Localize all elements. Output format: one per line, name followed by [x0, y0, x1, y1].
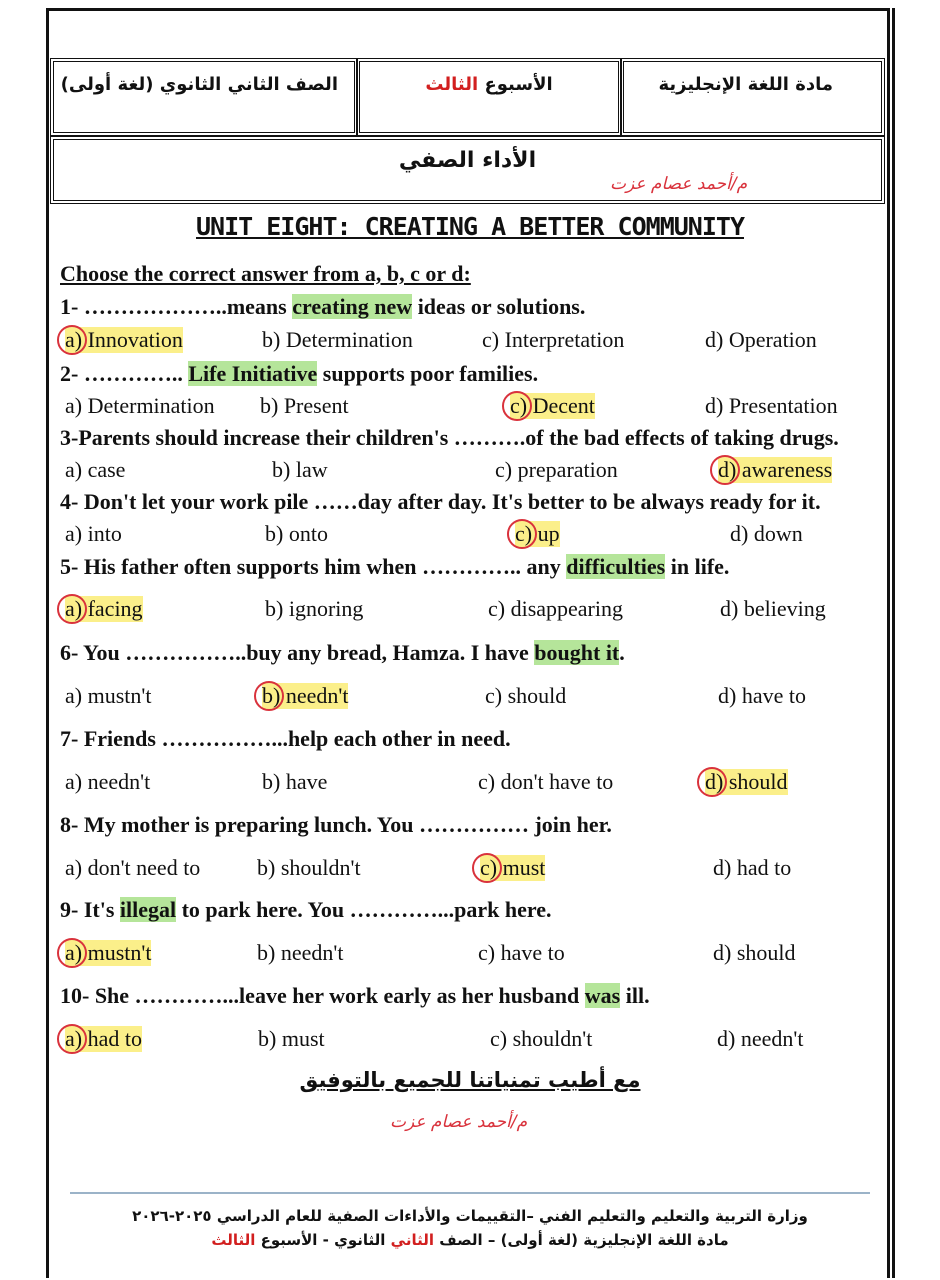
selected-answer-option[interactable]: d) awareness: [718, 457, 833, 482]
question-text: 9- It's: [60, 897, 120, 922]
keyword-highlight: difficulties: [566, 554, 666, 579]
keyword-highlight: creating new: [292, 294, 413, 319]
question-text: 4- Don't let your work pile ……day after day. It's better to be always ready for it.: [60, 489, 821, 514]
answer-option[interactable]: c) disappearing: [488, 596, 623, 621]
answer-option[interactable]: b) shouldn't: [257, 855, 361, 880]
header-week-cell: [356, 58, 622, 136]
teacher-signature-bottom: م/أحمد عصام عزت: [390, 1112, 528, 1132]
answer-option[interactable]: a) into: [65, 521, 122, 546]
answer-option[interactable]: b) ignoring: [265, 596, 364, 621]
keyword-highlight: was: [584, 983, 621, 1008]
question-text: 2- …………..: [60, 361, 189, 386]
footer-week: الثالث: [211, 1231, 256, 1249]
grade-label: الصف الثاني الثانوي (لغة أولى): [60, 74, 338, 95]
unit-title: UNIT EIGHT: CREATING A BETTER COMMUNITY: [196, 212, 744, 241]
week-label: الأسبوع: [484, 74, 553, 95]
answer-option[interactable]: b) must: [258, 1026, 325, 1051]
answer-option[interactable]: c) have to: [478, 940, 565, 965]
question-text: to park here. You …………...park here.: [176, 897, 552, 922]
keyword-highlight: illegal: [119, 897, 177, 922]
performance-label: الأداء الصفي: [398, 148, 537, 173]
answer-option[interactable]: d) believing: [720, 596, 826, 621]
answer-option[interactable]: a) mustn't: [65, 683, 152, 708]
question-text: in life.: [665, 554, 730, 579]
selected-answer-option[interactable]: a) facing: [65, 596, 143, 621]
week-value: الثالث: [425, 74, 479, 95]
answer-option[interactable]: d) Presentation: [705, 393, 838, 418]
answer-option[interactable]: c) don't have to: [478, 769, 614, 794]
answer-option[interactable]: b) onto: [265, 521, 328, 546]
instruction: Choose the correct answer from a, b, c or d:: [60, 261, 471, 286]
subject-label: مادة اللغة الإنجليزية: [658, 74, 833, 95]
answer-option[interactable]: d) should: [713, 940, 796, 965]
answer-option[interactable]: d) needn't: [717, 1026, 804, 1051]
answer-option[interactable]: a) needn't: [65, 769, 151, 794]
footer-grade: الثاني: [390, 1231, 434, 1249]
answer-option[interactable]: a) Determination: [65, 393, 215, 418]
teacher-signature-top: م/أحمد عصام عزت: [610, 174, 748, 194]
answer-option[interactable]: b) law: [272, 457, 328, 482]
question-9: [60, 897, 552, 923]
selected-answer-option[interactable]: c) Decent: [510, 393, 595, 418]
selected-answer-option[interactable]: a) had to: [65, 1026, 142, 1051]
question-text: supports poor families.: [317, 361, 539, 386]
answer-option[interactable]: c) shouldn't: [490, 1026, 593, 1051]
question-8: [60, 812, 612, 838]
answer-option[interactable]: d) have to: [718, 683, 806, 708]
answer-option[interactable]: d) had to: [713, 855, 792, 880]
answer-option[interactable]: d) Operation: [705, 327, 817, 352]
answer-option[interactable]: c) should: [485, 683, 567, 708]
answer-option[interactable]: c) preparation: [495, 457, 618, 482]
selected-answer-option[interactable]: a) Innovation: [65, 327, 183, 352]
question-text: 5- His father often supports him when ………….. any: [60, 554, 567, 579]
footer-divider: [70, 1192, 870, 1194]
question-1: [60, 294, 585, 320]
answer-option[interactable]: b) Determination: [262, 327, 413, 352]
question-2: [60, 361, 538, 387]
selected-answer-option[interactable]: a) mustn't: [65, 940, 152, 965]
answer-option[interactable]: b) needn't: [257, 940, 344, 965]
question-5: [60, 554, 729, 580]
question-text: 7- Friends ……………...help each other in need.: [60, 726, 511, 751]
question-text: 1- ………………..means: [60, 294, 293, 319]
question-10: [60, 983, 650, 1009]
question-text: 3-Parents should increase their children's ……….of the bad effects of taking drugs.: [60, 425, 839, 450]
selected-answer-option[interactable]: d) should: [705, 769, 788, 794]
header-performance-cell: [50, 136, 885, 204]
answer-option[interactable]: b) have: [262, 769, 328, 794]
question-text: ill.: [620, 983, 650, 1008]
question-text: 6- You ……………..buy any bread, Hamza. I have: [60, 640, 535, 665]
footer-subject: مادة اللغة الإنجليزية (لغة أولى) – الصف: [439, 1231, 729, 1249]
answer-option[interactable]: a) case: [65, 457, 126, 482]
answer-option[interactable]: b) Present: [260, 393, 349, 418]
header-grade-cell: [50, 58, 358, 136]
keyword-highlight: Life Initiative: [188, 361, 318, 386]
answer-option[interactable]: d) down: [730, 521, 803, 546]
keyword-highlight: bought it: [534, 640, 620, 665]
question-4: [60, 489, 821, 515]
question-3: [60, 425, 839, 451]
selected-answer-option[interactable]: c) must: [480, 855, 546, 880]
footer-line-2: [0, 1231, 940, 1249]
question-text: 8- My mother is preparing lunch. You …………… join her.: [60, 812, 612, 837]
selected-answer-option[interactable]: b) needn't: [262, 683, 349, 708]
footer-line-1: وزارة التربية والتعليم والتعليم الفني –التقييمات والأداءات الصفية للعام الدراسي ٢٠٢٥-٢٠٢٦: [132, 1207, 808, 1225]
answer-option[interactable]: a) don't need to: [65, 855, 201, 880]
question-text: 10- She …………...leave her work early as her husband: [60, 983, 585, 1008]
selected-answer-option[interactable]: c) up: [515, 521, 560, 546]
closing-message: مع أطيب تمنياتنا للجميع بالتوفيق: [299, 1068, 641, 1092]
answer-option[interactable]: c) Interpretation: [482, 327, 625, 352]
question-6: [60, 640, 625, 666]
question-7: [60, 726, 511, 752]
question-text: .: [619, 640, 625, 665]
footer-week-label: الثانوي - الأسبوع: [260, 1231, 386, 1249]
question-text: ideas or solutions.: [412, 294, 586, 319]
header-subject-cell: [620, 58, 885, 136]
